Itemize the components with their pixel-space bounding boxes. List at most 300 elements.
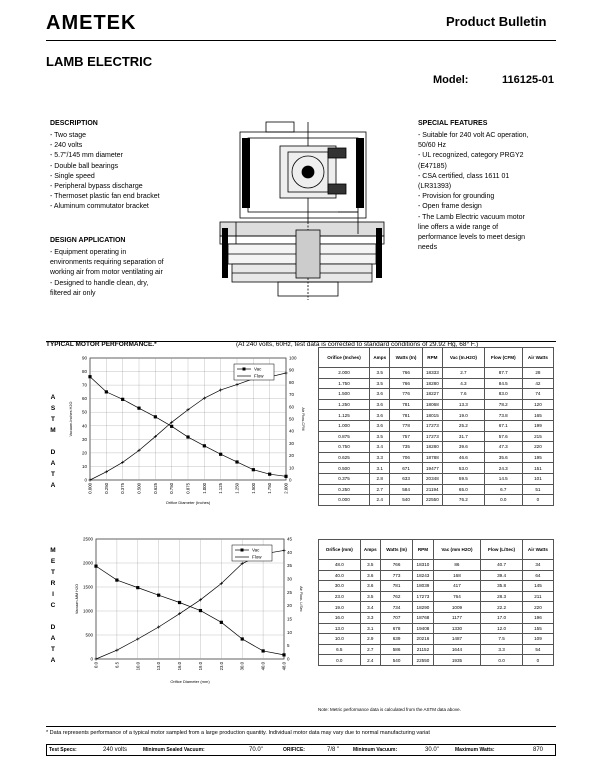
table-cell: 18290: [413, 602, 433, 613]
y2-tick-label: 25: [287, 589, 293, 595]
table-cell: 42: [522, 378, 553, 389]
table-cell: 735: [390, 442, 422, 453]
table-cell: 766: [380, 560, 412, 571]
table-row: [319, 389, 554, 400]
special-feature-item: line offers a wide range of: [418, 223, 499, 231]
vac-point: [105, 390, 108, 393]
vac-point: [262, 649, 265, 652]
table-cell: 1.750: [319, 378, 370, 389]
vac-point: [157, 594, 160, 597]
x-tick-label: 10.0: [135, 662, 141, 671]
test-specs-label: Test Specs:: [49, 747, 77, 753]
vac-point: [136, 586, 139, 589]
astm-performance-chart: [58, 352, 304, 510]
table-cell: 57.6: [484, 431, 522, 442]
description-item: - Two stage: [50, 132, 87, 139]
table-cell: 195: [522, 452, 553, 463]
vac-point: [235, 460, 238, 463]
y-tick-label: 30: [81, 436, 87, 442]
y-tick-label: 90: [81, 355, 87, 361]
table-header: Watts (In): [380, 540, 412, 560]
table-cell: 678: [380, 623, 412, 634]
max-watts-value: 870: [533, 747, 544, 753]
y2-tick-label: 40: [289, 428, 295, 434]
y2-tick-label: 5: [287, 643, 290, 649]
side-letter: T: [51, 646, 55, 653]
table-row: [319, 410, 554, 421]
x-tick-label: 0.375: [120, 483, 126, 494]
vac-point: [154, 415, 157, 418]
min-vacuum-value: 30.0": [425, 747, 439, 753]
table-cell: 0.875: [319, 431, 370, 442]
x-tick-label: 16.0: [177, 662, 183, 671]
table-cell: 40.7: [481, 560, 523, 571]
description-item: - Double ball bearings: [50, 162, 119, 170]
table-cell: 2.7: [443, 368, 485, 379]
side-letter: A: [50, 635, 56, 642]
table-cell: 215: [522, 431, 553, 442]
table-cell: 3.5: [360, 560, 380, 571]
x-tick-label: 0.000: [87, 483, 93, 494]
table-row: [319, 473, 554, 484]
table-cell: 0.0: [484, 495, 522, 506]
table-row: [319, 655, 554, 666]
table-row: [319, 602, 554, 613]
special-feature-item: - Suitable for 240 volt AC operation,: [418, 132, 529, 139]
table-cell: 1177: [433, 612, 481, 623]
table-cell: 633: [390, 473, 422, 484]
table-header: RPM: [413, 540, 433, 560]
table-cell: 3.6: [370, 399, 390, 410]
table-cell: 28: [522, 368, 553, 379]
y-tick-label: 10: [81, 463, 87, 469]
table-cell: 17.0: [481, 612, 523, 623]
side-letter: M: [50, 547, 56, 554]
table-cell: 73.8: [484, 410, 522, 421]
table-cell: 18310: [413, 560, 433, 571]
side-letter: R: [50, 580, 56, 587]
side-letter: [49, 611, 57, 622]
table-header: Flow (L/Sec): [481, 540, 523, 560]
orifice-label: ORIFICE:: [283, 747, 305, 753]
special-features-section: [418, 120, 529, 253]
vac-point: [241, 637, 244, 640]
y2-tick-label: 90: [289, 367, 295, 373]
test-specs-bar: [46, 744, 556, 756]
table-cell: 766: [390, 368, 422, 379]
y-tick-label: 70: [81, 382, 87, 388]
astm-data-label: [49, 392, 57, 491]
table-cell: 18227: [422, 389, 442, 400]
performance-conditions: (At 240 volts, 60Hz, test data is corrected to standard conditions of 29.92 Hg, 68° F.): [236, 341, 479, 348]
y2-tick-label: 15: [287, 616, 293, 622]
special-feature-item: - CSA certified, class 1611 01: [418, 172, 510, 180]
y-tick-label: 500: [85, 632, 93, 638]
table-cell: 3.4: [370, 442, 390, 453]
side-letter: M: [50, 427, 56, 434]
table-cell: 7.6: [443, 389, 485, 400]
special-feature-item: - Provision for grounding: [418, 193, 495, 201]
table-cell: 3.3: [370, 452, 390, 463]
y2-tick-label: 10: [289, 465, 295, 471]
min-sealed-vacuum-label: Minimum Sealed Vacuum:: [143, 747, 205, 753]
table-header: Amps: [370, 348, 390, 368]
table-cell: 22550: [422, 495, 442, 506]
metric-performance-chart: [58, 533, 304, 709]
table-cell: 3.3: [360, 612, 380, 623]
table-row: [319, 570, 554, 581]
table-cell: 13.3: [443, 399, 485, 410]
special-feature-item: - The Lamb Electric vacuum motor: [418, 213, 525, 221]
table-cell: 540: [390, 495, 422, 506]
table-row: [319, 431, 554, 442]
vac-point: [220, 621, 223, 624]
table-cell: 18280: [422, 378, 442, 389]
side-letter: T: [51, 471, 55, 478]
description-item: - Single speed: [50, 172, 95, 180]
vac-point: [178, 601, 181, 604]
table-cell: 0.750: [319, 442, 370, 453]
table-cell: 211: [522, 591, 553, 602]
side-letter: A: [50, 482, 56, 489]
bulletin-title: Product Bulletin: [446, 14, 547, 29]
y-tick-label: 2000: [82, 560, 93, 566]
table-cell: 586: [380, 644, 412, 655]
table-cell: 59.5: [443, 473, 485, 484]
table-row: [319, 644, 554, 655]
table-cell: 30.0: [319, 581, 361, 592]
vac-point: [115, 578, 118, 581]
brand-title: LAMB ELECTRIC: [46, 54, 153, 69]
table-cell: 773: [380, 570, 412, 581]
table-cell: 3.6: [370, 420, 390, 431]
table-cell: 776: [390, 389, 422, 400]
side-letter: D: [50, 624, 56, 631]
table-cell: 39.6: [443, 442, 485, 453]
table-cell: 3.6: [360, 570, 380, 581]
x-tick-label: 1.750: [267, 483, 273, 494]
table-cell: 64: [522, 570, 553, 581]
y-tick-label: 60: [81, 396, 87, 402]
x-tick-label: 19.0: [197, 662, 203, 671]
special-features-title: SPECIAL FEATURES: [418, 120, 488, 127]
x-tick-label: 0.500: [136, 483, 142, 494]
x-tick-label: 48.0: [281, 662, 287, 671]
table-cell: 51: [522, 484, 553, 495]
table-row: [319, 560, 554, 571]
x-tick-label: 13.0: [156, 662, 162, 671]
special-feature-item: - UL recognized, category PRGY2: [418, 152, 524, 160]
table-cell: 19408: [413, 623, 433, 634]
table-cell: 7.5: [481, 634, 523, 645]
special-feature-item: (E47185): [418, 162, 447, 170]
y2-tick-label: 60: [289, 404, 295, 410]
table-cell: 76.2: [443, 495, 485, 506]
table-cell: 39.4: [481, 570, 523, 581]
table-cell: 3.5: [370, 431, 390, 442]
astm-data-table: [318, 347, 554, 506]
table-cell: 1.250: [319, 399, 370, 410]
vac-point: [170, 425, 173, 428]
vac-point: [282, 653, 285, 656]
legend-label: Vac: [252, 547, 260, 553]
table-cell: 19.0: [319, 602, 361, 613]
x-tick-label: 30.0: [239, 662, 245, 671]
table-cell: 109: [522, 634, 553, 645]
table-cell: 24.3: [484, 463, 522, 474]
special-feature-item: 50/60 Hz: [418, 142, 447, 150]
table-cell: 21194: [422, 484, 442, 495]
design-application-item: working air from motor ventilating air: [50, 269, 163, 277]
table-header: Amps: [360, 540, 380, 560]
side-letter: I: [52, 591, 54, 598]
side-letter: A: [50, 657, 56, 664]
table-header: Flow (CFM): [484, 348, 522, 368]
table-cell: 14.5: [484, 473, 522, 484]
table-cell: 781: [380, 581, 412, 592]
special-feature-item: needs: [418, 244, 438, 252]
test-specs-value: 240 volts: [103, 747, 128, 753]
y2-tick-label: 20: [287, 603, 293, 609]
table-cell: 54: [522, 644, 553, 655]
y-axis-label: Vacuum-MM H2O: [75, 583, 79, 615]
table-cell: 6.7: [484, 484, 522, 495]
table-cell: 2.4: [360, 655, 380, 666]
min-sealed-vacuum-value: 70.0": [249, 747, 263, 753]
metric-data-label: [49, 545, 57, 666]
table-row: [319, 581, 554, 592]
table-row: [319, 634, 554, 645]
y-axis-label: Vacuum-Inches H2O: [69, 401, 73, 437]
vac-point: [219, 453, 222, 456]
table-cell: 28.3: [481, 591, 523, 602]
table-cell: 2.7: [360, 644, 380, 655]
table-cell: 0.0: [481, 655, 523, 666]
table-cell: 17273: [422, 431, 442, 442]
design-application-item: - Designed to handle clean, dry,: [50, 279, 149, 287]
y2-tick-label: 30: [289, 440, 295, 446]
table-cell: 78.2: [484, 399, 522, 410]
description-item: - 5.7"/145 mm diameter: [50, 152, 123, 160]
table-cell: 1.500: [319, 389, 370, 400]
x-tick-label: 1.500: [250, 483, 256, 494]
table-row: [319, 368, 554, 379]
table-cell: 18788: [422, 452, 442, 463]
table-cell: 0: [522, 495, 553, 506]
table-cell: 1009: [433, 602, 481, 613]
y2-tick-label: 0: [287, 656, 290, 662]
table-header: Orifice (mm): [319, 540, 361, 560]
table-cell: 2.000: [319, 368, 370, 379]
table-row: [319, 463, 554, 474]
x-tick-label: 1.000: [201, 483, 207, 494]
y2-tick-label: 20: [289, 453, 295, 459]
table-cell: 25.2: [443, 420, 485, 431]
table-cell: 16.0: [319, 612, 361, 623]
table-header: Orifice (Inches): [319, 348, 370, 368]
table-header: RPM: [422, 348, 442, 368]
y2-tick-label: 100: [289, 355, 297, 361]
table-cell: 3.5: [360, 591, 380, 602]
table-cell: 22550: [413, 655, 433, 666]
table-cell: 12.0: [481, 623, 523, 634]
table-cell: 84.5: [484, 378, 522, 389]
table-cell: 0.0: [319, 655, 361, 666]
table-cell: 0.500: [319, 463, 370, 474]
table-cell: 4.3: [443, 378, 485, 389]
table-cell: 17273: [413, 591, 433, 602]
table-cell: 31.7: [443, 431, 485, 442]
table-cell: 47.3: [484, 442, 522, 453]
x-axis-label: Orifice Diameter (Inches): [165, 500, 211, 505]
y2-tick-label: 30: [287, 576, 293, 582]
side-letter: [49, 436, 57, 447]
table-cell: 2.4: [370, 495, 390, 506]
model-label: Model:: [433, 74, 469, 86]
table-cell: 3.5: [370, 368, 390, 379]
table-cell: 67.1: [484, 420, 522, 431]
table-cell: 1935: [433, 655, 481, 666]
table-cell: 23.0: [319, 591, 361, 602]
table-cell: 707: [380, 612, 412, 623]
table-cell: 53.0: [443, 463, 485, 474]
x-tick-label: 23.0: [218, 662, 224, 671]
side-letter: T: [51, 416, 55, 423]
table-cell: 734: [380, 602, 412, 613]
metric-note: Note: Metric performance data is calculated from the ASTM data above.: [318, 707, 461, 712]
y2-tick-label: 80: [289, 379, 295, 385]
table-cell: 199: [522, 420, 553, 431]
table-cell: 3.1: [360, 623, 380, 634]
table-cell: 18243: [413, 570, 433, 581]
table-cell: 155: [522, 623, 553, 634]
table-cell: 417: [433, 581, 481, 592]
vac-point: [186, 435, 189, 438]
vac-point: [284, 475, 287, 478]
table-cell: 18768: [413, 612, 433, 623]
table-cell: 781: [390, 410, 422, 421]
header-rule: [46, 40, 556, 41]
table-cell: 21152: [413, 644, 433, 655]
description-title: DESCRIPTION: [50, 120, 98, 127]
table-cell: 671: [390, 463, 422, 474]
table-cell: 86: [433, 560, 481, 571]
table-cell: 2.8: [370, 473, 390, 484]
metric-data-table: [318, 539, 554, 666]
table-cell: 778: [390, 420, 422, 431]
table-cell: 0: [522, 655, 553, 666]
table-cell: 3.1: [370, 463, 390, 474]
y-tick-label: 0: [84, 477, 87, 483]
table-cell: 220: [522, 602, 553, 613]
table-cell: 165: [522, 410, 553, 421]
table-cell: 0.375: [319, 473, 370, 484]
table-cell: 40.0: [319, 570, 361, 581]
table-cell: 151: [522, 463, 553, 474]
vac-point: [252, 468, 255, 471]
table-cell: 18015: [422, 410, 442, 421]
side-letter: T: [51, 569, 55, 576]
table-cell: 10.0: [319, 634, 361, 645]
design-application-list: [50, 248, 164, 299]
table-cell: 3.5: [370, 378, 390, 389]
design-application-item: environments requiring separation of: [50, 259, 164, 267]
table-row: [319, 420, 554, 431]
table-header: Vac (In.H2O): [443, 348, 485, 368]
y2-tick-label: 70: [289, 392, 295, 398]
side-letter: S: [50, 405, 56, 412]
table-cell: 74: [522, 389, 553, 400]
performance-title: TYPICAL MOTOR PERFORMANCE.*: [46, 341, 157, 348]
y2-tick-label: 40: [287, 549, 293, 555]
design-application-item: - Equipment operating in: [50, 249, 127, 256]
vac-point: [137, 407, 140, 410]
y-tick-label: 0: [90, 656, 93, 662]
motor-cross-section-drawing: [218, 118, 386, 306]
table-cell: 0.250: [319, 484, 370, 495]
orifice-value: 7/8 ": [327, 747, 340, 753]
description-item: - 240 volts: [50, 142, 83, 150]
x-tick-label: 6.5: [114, 662, 120, 668]
table-cell: 0.000: [319, 495, 370, 506]
legend-label: Vac: [254, 366, 262, 372]
special-features-list: [418, 131, 529, 253]
min-vacuum-label: Minimum Vacuum:: [353, 747, 398, 753]
table-cell: 1.000: [319, 420, 370, 431]
special-feature-item: (LR31393): [418, 183, 452, 191]
ametek-logo: AMETEK: [46, 12, 137, 34]
vac-point: [199, 609, 202, 612]
design-application-title: DESIGN APPLICATION: [50, 237, 126, 244]
table-cell: 3.6: [360, 581, 380, 592]
legend-label: Flow: [252, 554, 262, 560]
table-cell: 540: [380, 655, 412, 666]
description-item: - Thermoset plastic fan end bracket: [50, 193, 160, 201]
table-cell: 762: [380, 591, 412, 602]
table-cell: 35.8: [481, 581, 523, 592]
x-tick-label: 40.0: [260, 662, 266, 671]
table-row: [319, 623, 554, 634]
table-cell: 22.2: [481, 602, 523, 613]
x-tick-label: 0.625: [152, 483, 158, 494]
table-header: Air Watts: [522, 540, 553, 560]
description-item: - Peripheral bypass discharge: [50, 183, 143, 191]
x-tick-label: 0.750: [169, 483, 175, 494]
y2-axis-label: Air Flow- L/Sec: [299, 586, 303, 612]
table-cell: 0.625: [319, 452, 370, 463]
footnote: * Data represents performance of a typical motor sampled from a large production quantity. Individual motor data may vary due to normal manufacturing variat: [46, 730, 430, 736]
x-tick-label: 1.250: [234, 483, 240, 494]
side-letter: C: [50, 602, 56, 609]
description-section: [50, 120, 160, 213]
x-tick-label: 1.125: [218, 483, 224, 494]
table-row: [319, 495, 554, 506]
side-letter: A: [50, 394, 56, 401]
table-cell: 1330: [433, 623, 481, 634]
table-row: [319, 612, 554, 623]
special-feature-item: performance levels to meet design: [418, 234, 525, 242]
y-tick-label: 50: [81, 409, 87, 415]
table-cell: 196: [522, 612, 553, 623]
table-cell: 3.6: [370, 410, 390, 421]
side-letter: A: [50, 460, 56, 467]
y2-tick-label: 0: [289, 477, 292, 483]
table-cell: 766: [390, 378, 422, 389]
table-cell: 2.7: [370, 484, 390, 495]
footnote-rule: [46, 726, 556, 727]
table-row: [319, 452, 554, 463]
table-cell: 19.0: [443, 410, 485, 421]
